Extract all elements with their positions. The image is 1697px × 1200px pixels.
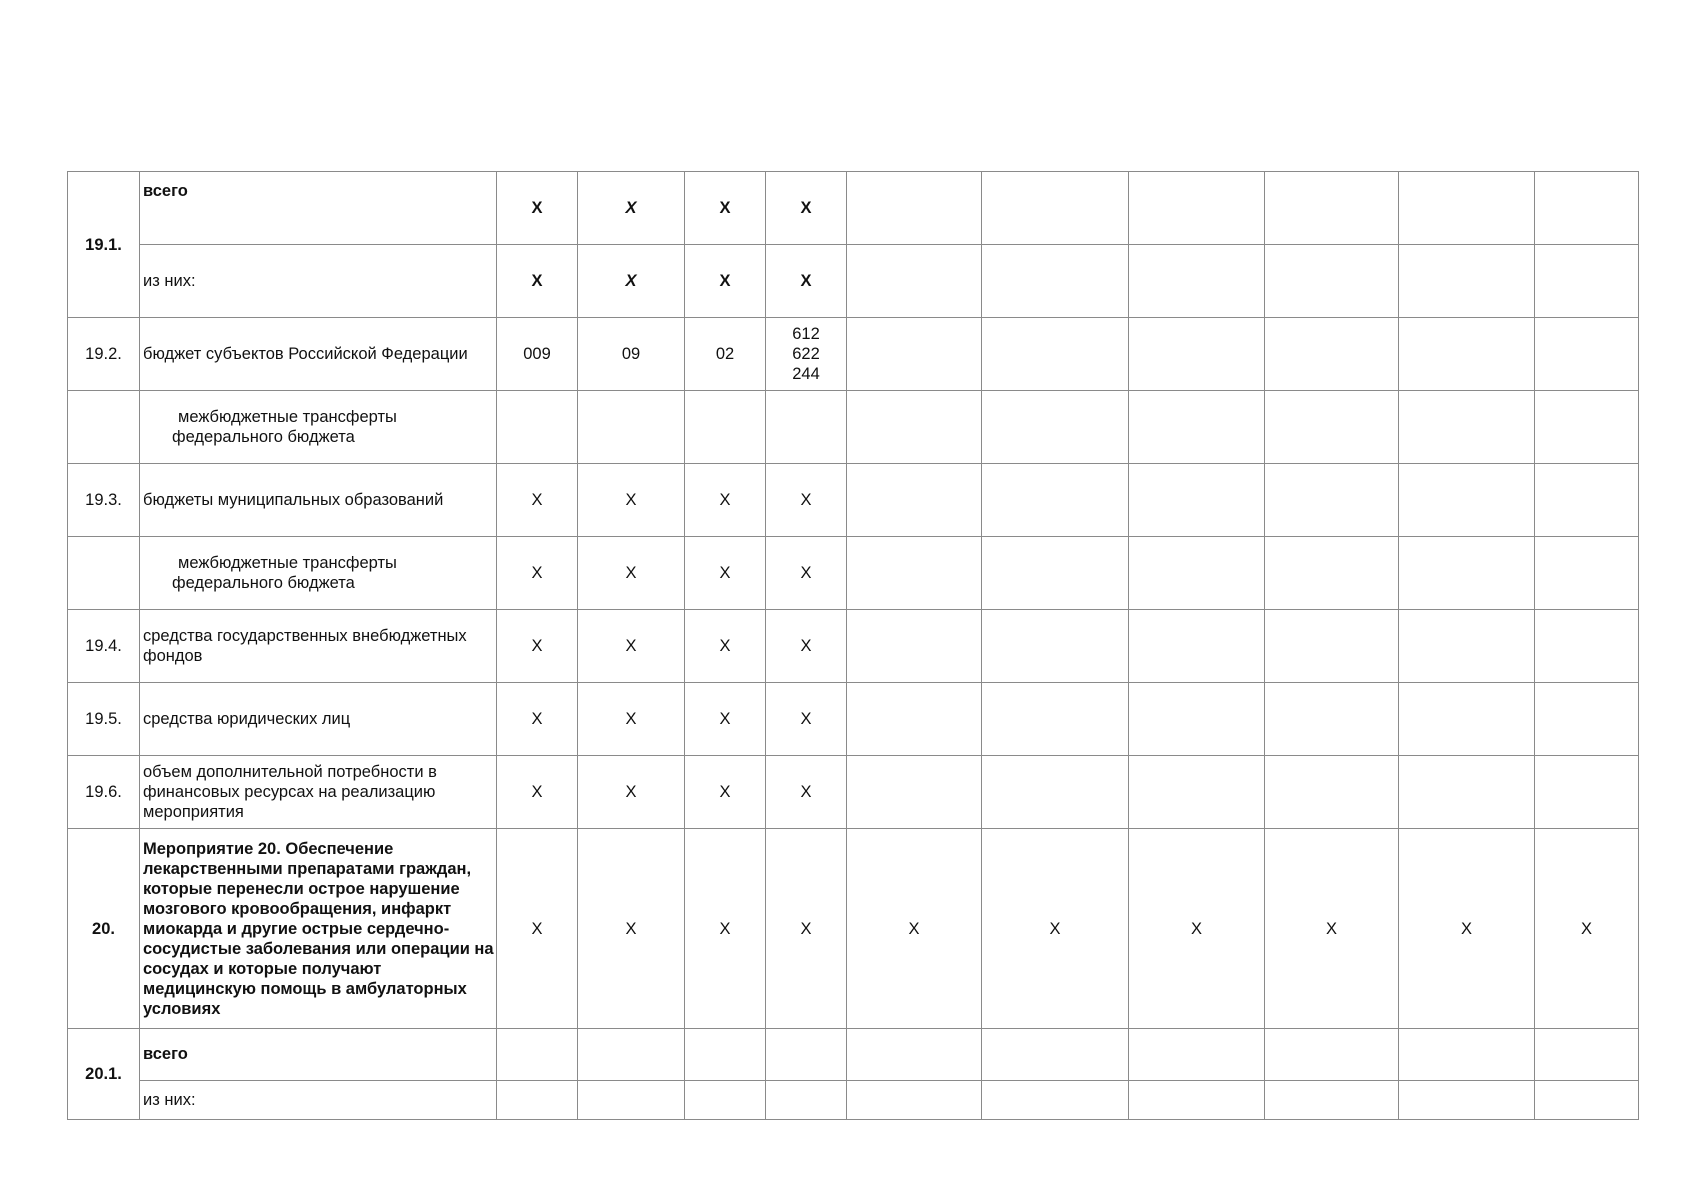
table-row [68,318,1639,391]
row-number: 20.1. [68,1029,140,1120]
table-row [68,172,1639,245]
table-row [68,756,1639,829]
value-cell [1535,464,1639,537]
value-cell: X [847,829,982,1029]
value-cell [1265,610,1399,683]
row-number: 19.2. [68,318,140,391]
value-cell [1265,172,1399,245]
value-cell [847,318,982,391]
code-cell: X [497,537,578,610]
value-cell [1535,1081,1639,1120]
value-cell [982,610,1129,683]
value-cell [1399,1029,1535,1081]
code-cell: X [766,245,847,318]
value-cell [982,464,1129,537]
value-cell [982,245,1129,318]
code-cell: X [578,245,685,318]
row-label-line: федерального бюджета [172,428,355,446]
code-cell: X [497,829,578,1029]
value-cell [1535,391,1639,464]
value-cell [1399,537,1535,610]
value-cell [1129,318,1265,391]
row-number: 19.6. [68,756,140,829]
row-label: объем дополнительной потребности в финансовых ресурсах на реализацию мероприятия [140,756,497,829]
code-cell: X [685,756,766,829]
value-cell [1129,610,1265,683]
value-cell [1265,245,1399,318]
code-cell: X [685,172,766,245]
value-cell: X [1535,829,1639,1029]
row-label: всего [140,172,497,245]
table-row [68,464,1639,537]
value-cell [982,1029,1129,1081]
value-cell [1399,391,1535,464]
code-cell: X [685,683,766,756]
code-cell: X [497,756,578,829]
value-cell [1265,756,1399,829]
row-label-line: межбюджетные трансферты [178,554,397,572]
code-cell: X [685,829,766,1029]
value-cell [847,756,982,829]
value-cell [982,756,1129,829]
code-cell: X [766,537,847,610]
row-number [68,537,140,610]
code-cell [685,1029,766,1081]
value-cell [1265,683,1399,756]
code-cell: 02 [685,318,766,391]
code-line: 612 [792,325,820,343]
table-row [68,1029,1639,1081]
code-cell: X [578,829,685,1029]
value-cell [1399,1081,1535,1120]
value-cell: X [982,829,1129,1029]
code-cell [497,1029,578,1081]
table-row [68,537,1639,610]
value-cell [1265,464,1399,537]
code-cell: X [685,537,766,610]
code-cell: 09 [578,318,685,391]
row-number: 20. [68,829,140,1029]
row-label: всего [140,1029,497,1081]
code-cell: X [578,610,685,683]
value-cell [982,537,1129,610]
code-cell [578,1081,685,1120]
code-cell [685,391,766,464]
value-cell [847,610,982,683]
row-number: 19.5. [68,683,140,756]
row-label: Мероприятие 20. Обеспечение лекарственными препаратами граждан, которые перенесли острое нарушение мозгового кровообращения, инфаркт миокарда и другие острые сердечно-сосудистые заболевания или операции на сосудах и которые получают медицинскую помощь в амбулаторных условиях [140,829,497,1029]
value-cell [1535,245,1639,318]
row-number [68,391,140,464]
code-cell: X [497,464,578,537]
code-cell: X [497,610,578,683]
code-line: 244 [792,365,820,383]
value-cell [847,172,982,245]
code-cell: X [497,245,578,318]
code-cell [766,1081,847,1120]
row-number: 19.3. [68,464,140,537]
value-cell [847,1029,982,1081]
value-cell [1535,610,1639,683]
value-cell [847,683,982,756]
row-label: бюджеты муниципальных образований [140,464,497,537]
value-cell [1535,756,1639,829]
row-label: из них: [140,245,497,318]
code-cell: X [578,464,685,537]
value-cell [1535,172,1639,245]
value-cell [1265,1081,1399,1120]
row-label: средства юридических лиц [140,683,497,756]
value-cell [1129,756,1265,829]
value-cell [1535,537,1639,610]
code-cell: X [766,172,847,245]
code-cell: X [766,464,847,537]
value-cell [847,1081,982,1120]
code-cell: 009 [497,318,578,391]
value-cell [847,245,982,318]
table-row [68,391,1639,464]
value-cell [1129,172,1265,245]
value-cell [1399,683,1535,756]
row-label: из них: [140,1081,497,1120]
value-cell [1399,464,1535,537]
code-cell [766,1029,847,1081]
value-cell [1535,683,1639,756]
code-cell: X [578,172,685,245]
code-cell [578,391,685,464]
value-cell [982,683,1129,756]
code-cell: X [685,610,766,683]
code-cell: X [766,756,847,829]
table-row [68,683,1639,756]
code-line: 622 [792,345,820,363]
code-cell [497,391,578,464]
code-cell [766,318,847,391]
value-cell [982,391,1129,464]
value-cell [1129,1081,1265,1120]
value-cell [1399,245,1535,318]
value-cell [1265,537,1399,610]
code-cell: X [685,245,766,318]
code-cell: X [578,756,685,829]
value-cell [1265,391,1399,464]
value-cell [1399,318,1535,391]
value-cell [1399,756,1535,829]
code-cell: X [497,683,578,756]
row-label: бюджет субъектов Российской Федерации [140,318,497,391]
value-cell [1129,391,1265,464]
value-cell [982,172,1129,245]
value-cell [1535,318,1639,391]
value-cell [1399,610,1535,683]
value-cell [1535,1029,1639,1081]
value-cell [847,391,982,464]
value-cell: X [1265,829,1399,1029]
value-cell [982,1081,1129,1120]
table-row [68,245,1639,318]
code-cell [497,1081,578,1120]
code-cell [766,391,847,464]
code-cell: X [578,683,685,756]
value-cell: X [1129,829,1265,1029]
row-label-line: межбюджетные трансферты [178,408,397,426]
value-cell [1129,683,1265,756]
code-cell: X [497,172,578,245]
code-cell [578,1029,685,1081]
table-row [68,1081,1639,1120]
value-cell [847,464,982,537]
code-cell [685,1081,766,1120]
value-cell [1129,537,1265,610]
row-label [140,537,497,610]
row-label [140,391,497,464]
row-number: 19.4. [68,610,140,683]
value-cell [982,318,1129,391]
value-cell: X [1399,829,1535,1029]
table-row [68,829,1639,1029]
value-cell [1129,464,1265,537]
code-cell: X [766,610,847,683]
value-cell [1129,245,1265,318]
row-label-line: федерального бюджета [172,574,355,592]
value-cell [1265,1029,1399,1081]
row-label: средства государственных внебюджетных фондов [140,610,497,683]
table-row [68,610,1639,683]
budget-table [67,171,1639,1120]
row-number: 19.1. [68,172,140,318]
value-cell [1129,1029,1265,1081]
value-cell [1399,172,1535,245]
code-cell: X [766,683,847,756]
code-cell: X [685,464,766,537]
value-cell [1265,318,1399,391]
value-cell [847,537,982,610]
code-cell: X [766,829,847,1029]
code-cell: X [578,537,685,610]
